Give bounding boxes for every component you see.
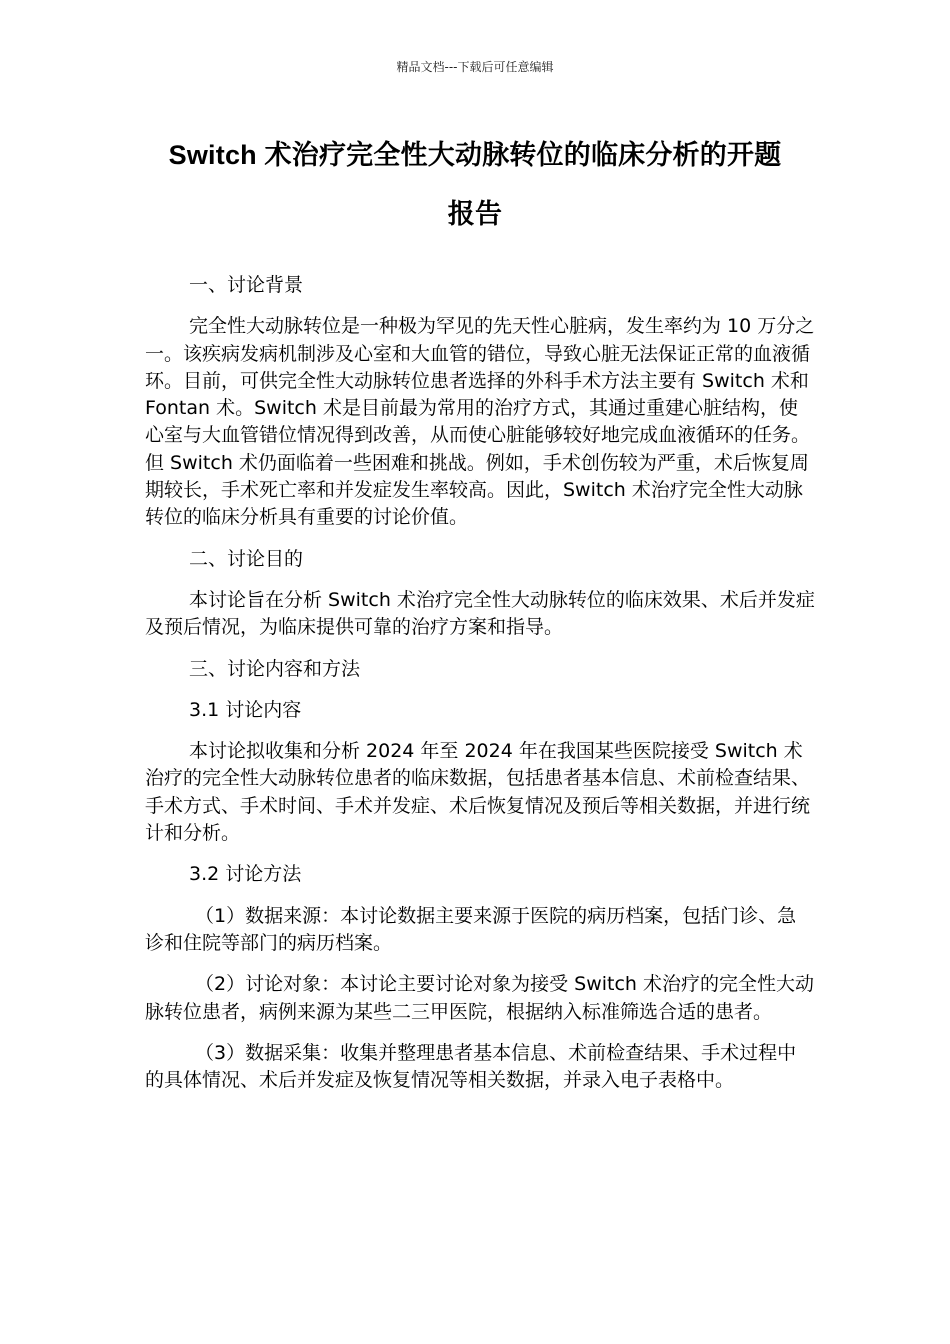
- method-item-data-collection: （3）数据采集：收集并整理患者基本信息、术前检查结果、手术过程中的具体情况、术后并发症及恢复情况等相关数据，并录入电子表格中。: [145, 1041, 797, 1092]
- document-title-line-1: Switch 术治疗完全性大动脉转位的临床分析的开题: [168, 140, 782, 170]
- method-item-subjects: （2）讨论对象：本讨论主要讨论对象为接受 Switch 术治疗的完全性大动脉转位患者，病例来源为某些二三甲医院，根据纳入标准筛选合适的患者。: [145, 973, 814, 1023]
- method-item-data-source: （1）数据来源：本讨论数据主要来源于医院的病历档案，包括门诊、急诊和住院等部门的病历档案。: [145, 904, 797, 954]
- section-heading-purpose: 二、讨论目的: [189, 547, 304, 570]
- document-title-line-2: 报告: [447, 199, 503, 229]
- paragraph-purpose: 本讨论旨在分析 Switch 术治疗完全性大动脉转位的临床效果、术后并发症及预后情况，为临床提供可靠的治疗方案和指导。: [145, 588, 815, 639]
- section-heading-background: 一、讨论背景: [189, 274, 304, 296]
- subheading-method: 3.2 讨论方法: [189, 863, 302, 886]
- section-heading-content-method: 三、讨论内容和方法: [189, 657, 361, 680]
- paragraph-background: 完全性大动脉转位是一种极为罕见的先天性心脏病，发生率约为 10 万分之一。该疾病发病机制涉及心室和大血管的错位，导致心脏无法保证正常的血液循环。目前，可供完全性大动脉转位患者选择的外科手术方法主要有 Switch 术和 Fontan 术。Switch 术是目前最为常用的治疗方式，其通过重建心脏结构，使心室与大血管错位情况得到改善，从而使心脏能够较好地完成血液循环的任务。但 Switch 术仍面临着一些困难和挑战。例如，手术创伤较为严重，术后恢复周期较长，手术死亡率和并发症发生率较高。因此，Switch 术治疗完全性大动脉转位的临床分析具有重要的讨论价值。: [145, 315, 815, 529]
- paragraph-content: 本讨论拟收集和分析 2024 年至 2024 年在我国某些医院接受 Switch 术治疗的完全性大动脉转位患者的临床数据，包括患者基本信息、术前检查结果、手术方式、手术时间、手术并发症、术后恢复情况及预后等相关数据，并进行统计和分析。: [145, 740, 811, 845]
- page-header-note: 精品文档---下载后可任意编辑: [396, 60, 554, 74]
- subheading-content: 3.1 讨论内容: [189, 698, 302, 721]
- document-body: [145, 272, 815, 1108]
